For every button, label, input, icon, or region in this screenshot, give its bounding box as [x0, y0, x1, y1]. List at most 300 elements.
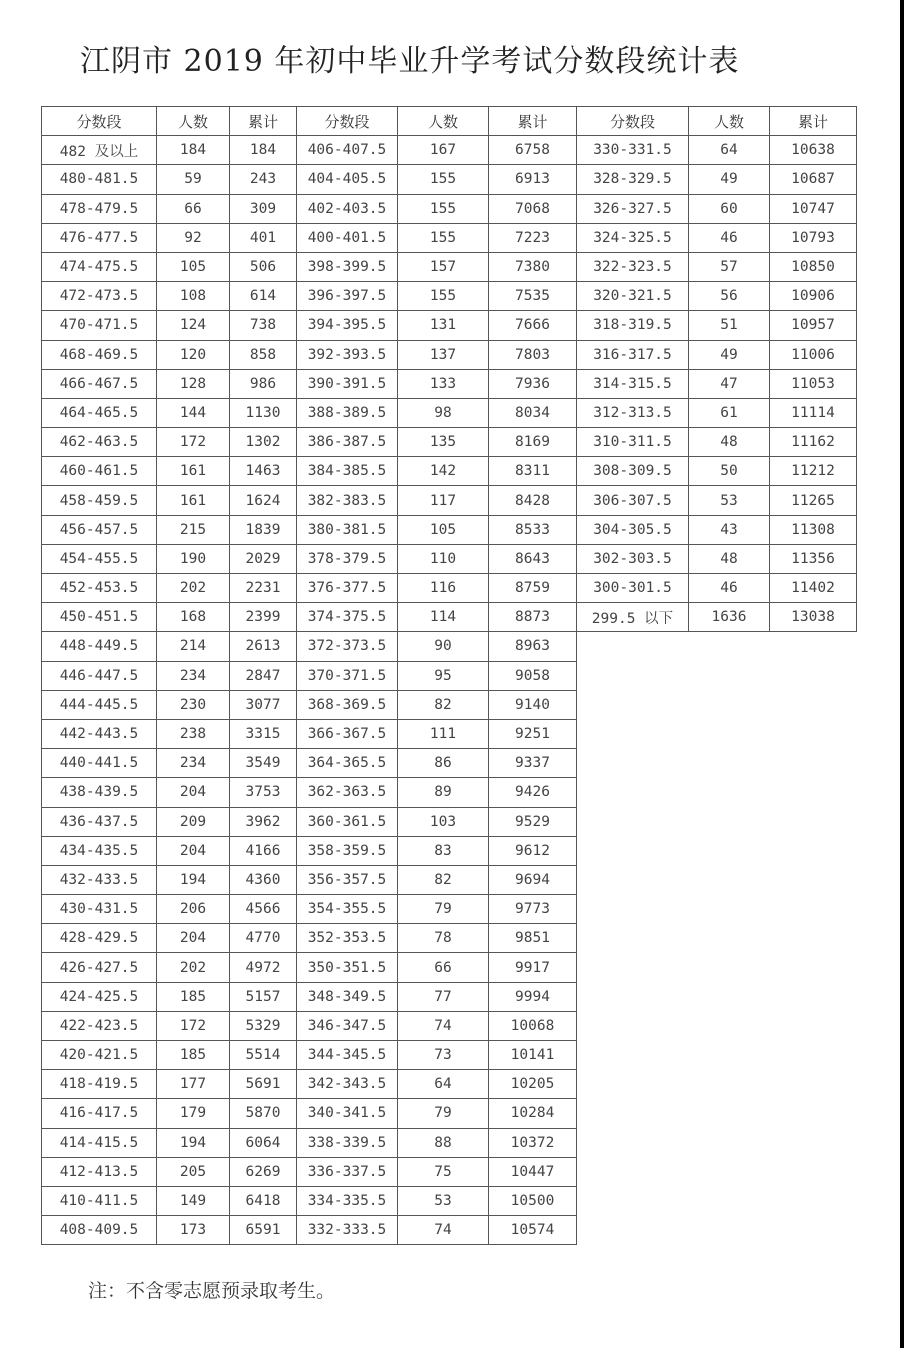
- count-cell: 108: [157, 282, 230, 311]
- count-cell: 161: [157, 457, 230, 486]
- empty-cell: [770, 719, 857, 748]
- count-cell: 86: [398, 749, 489, 778]
- cumulative-cell: 11265: [770, 486, 857, 515]
- empty-cell: [577, 632, 689, 661]
- count-cell: 202: [157, 574, 230, 603]
- table-row: [42, 282, 857, 311]
- cumulative-cell: 7666: [489, 311, 577, 340]
- empty-cell: [689, 953, 770, 982]
- cumulative-cell: 6269: [230, 1157, 297, 1186]
- count-cell: 90: [398, 632, 489, 661]
- empty-cell: [689, 836, 770, 865]
- cumulative-cell: 5691: [230, 1070, 297, 1099]
- cumulative-cell: 10500: [489, 1186, 577, 1215]
- count-cell: 177: [157, 1070, 230, 1099]
- count-cell: 66: [157, 194, 230, 223]
- score-range-cell: 412-413.5: [42, 1157, 157, 1186]
- score-range-cell: 362-363.5: [297, 778, 398, 807]
- count-cell: 204: [157, 924, 230, 953]
- score-range-cell: 464-465.5: [42, 398, 157, 427]
- cumulative-cell: 9426: [489, 778, 577, 807]
- cumulative-cell: 1839: [230, 515, 297, 544]
- score-range-cell: 342-343.5: [297, 1070, 398, 1099]
- count-cell: 206: [157, 895, 230, 924]
- score-range-cell: 358-359.5: [297, 836, 398, 865]
- cumulative-cell: 11212: [770, 457, 857, 486]
- count-cell: 172: [157, 428, 230, 457]
- cumulative-cell: 5870: [230, 1099, 297, 1128]
- cumulative-cell: 2847: [230, 661, 297, 690]
- cumulative-cell: 10284: [489, 1099, 577, 1128]
- cumulative-cell: 7223: [489, 223, 577, 252]
- cumulative-cell: 9058: [489, 661, 577, 690]
- score-range-cell: 374-375.5: [297, 603, 398, 632]
- count-cell: 234: [157, 749, 230, 778]
- count-cell: 204: [157, 778, 230, 807]
- cumulative-cell: 7068: [489, 194, 577, 223]
- empty-cell: [577, 836, 689, 865]
- empty-cell: [689, 1157, 770, 1186]
- score-range-cell: 364-365.5: [297, 749, 398, 778]
- cumulative-cell: 8169: [489, 428, 577, 457]
- table-row: [42, 836, 857, 865]
- table-row: [42, 690, 857, 719]
- empty-cell: [577, 895, 689, 924]
- score-range-cell: 438-439.5: [42, 778, 157, 807]
- score-range-cell: 326-327.5: [577, 194, 689, 223]
- count-cell: 57: [689, 252, 770, 281]
- count-cell: 48: [689, 428, 770, 457]
- score-range-cell: 300-301.5: [577, 574, 689, 603]
- count-cell: 204: [157, 836, 230, 865]
- count-cell: 110: [398, 544, 489, 573]
- score-range-cell: 440-441.5: [42, 749, 157, 778]
- score-range-cell: 466-467.5: [42, 369, 157, 398]
- table-row: [42, 486, 857, 515]
- count-cell: 172: [157, 1011, 230, 1040]
- empty-cell: [577, 778, 689, 807]
- empty-cell: [689, 982, 770, 1011]
- score-range-cell: 482 及以上: [42, 136, 157, 165]
- cumulative-cell: 738: [230, 311, 297, 340]
- cumulative-cell: 9994: [489, 982, 577, 1011]
- empty-cell: [770, 865, 857, 894]
- cumulative-cell: 614: [230, 282, 297, 311]
- cumulative-cell: 11356: [770, 544, 857, 573]
- count-cell: 95: [398, 661, 489, 690]
- cumulative-cell: 3962: [230, 807, 297, 836]
- cumulative-cell: 6064: [230, 1128, 297, 1157]
- score-range-cell: 416-417.5: [42, 1099, 157, 1128]
- table-row: [42, 603, 857, 632]
- table-row: [42, 340, 857, 369]
- table-body: [42, 136, 857, 1245]
- header-score-range: 分数段: [297, 107, 398, 136]
- cumulative-cell: 9917: [489, 953, 577, 982]
- score-range-cell: 444-445.5: [42, 690, 157, 719]
- score-range-cell: 338-339.5: [297, 1128, 398, 1157]
- score-range-cell: 392-393.5: [297, 340, 398, 369]
- count-cell: 43: [689, 515, 770, 544]
- cumulative-cell: 10687: [770, 165, 857, 194]
- score-range-cell: 470-471.5: [42, 311, 157, 340]
- score-range-cell: 354-355.5: [297, 895, 398, 924]
- count-cell: 46: [689, 574, 770, 603]
- count-cell: 103: [398, 807, 489, 836]
- score-range-cell: 424-425.5: [42, 982, 157, 1011]
- cumulative-cell: 8311: [489, 457, 577, 486]
- cumulative-cell: 4360: [230, 865, 297, 894]
- table-row: [42, 165, 857, 194]
- cumulative-cell: 6913: [489, 165, 577, 194]
- count-cell: 53: [689, 486, 770, 515]
- score-range-cell: 418-419.5: [42, 1070, 157, 1099]
- header-score-range: 分数段: [42, 107, 157, 136]
- count-cell: 47: [689, 369, 770, 398]
- table-row: [42, 895, 857, 924]
- score-range-cell: 370-371.5: [297, 661, 398, 690]
- score-range-cell: 330-331.5: [577, 136, 689, 165]
- page-title: 江阴市 2019 年初中毕业升学考试分数段统计表: [80, 44, 740, 79]
- empty-cell: [577, 1041, 689, 1070]
- score-range-cell: 368-369.5: [297, 690, 398, 719]
- score-range-cell: 396-397.5: [297, 282, 398, 311]
- empty-cell: [689, 661, 770, 690]
- count-cell: 92: [157, 223, 230, 252]
- empty-cell: [577, 719, 689, 748]
- score-range-cell: 460-461.5: [42, 457, 157, 486]
- count-cell: 157: [398, 252, 489, 281]
- score-range-cell: 434-435.5: [42, 836, 157, 865]
- cumulative-cell: 5514: [230, 1041, 297, 1070]
- cumulative-cell: 10747: [770, 194, 857, 223]
- empty-cell: [577, 953, 689, 982]
- score-range-cell: 340-341.5: [297, 1099, 398, 1128]
- empty-cell: [770, 1011, 857, 1040]
- empty-cell: [689, 1070, 770, 1099]
- score-range-cell: 480-481.5: [42, 165, 157, 194]
- empty-cell: [577, 749, 689, 778]
- cumulative-cell: 13038: [770, 603, 857, 632]
- score-range-cell: 422-423.5: [42, 1011, 157, 1040]
- count-cell: 51: [689, 311, 770, 340]
- score-range-cell: 442-443.5: [42, 719, 157, 748]
- table-row: [42, 1011, 857, 1040]
- count-cell: 120: [157, 340, 230, 369]
- score-range-cell: 448-449.5: [42, 632, 157, 661]
- score-range-cell: 380-381.5: [297, 515, 398, 544]
- score-range-cell: 314-315.5: [577, 369, 689, 398]
- header-count: 人数: [398, 107, 489, 136]
- empty-cell: [689, 807, 770, 836]
- table-row: [42, 632, 857, 661]
- header-cumulative: 累计: [230, 107, 297, 136]
- table-row: [42, 953, 857, 982]
- count-cell: 238: [157, 719, 230, 748]
- table-row: [42, 661, 857, 690]
- count-cell: 56: [689, 282, 770, 311]
- cumulative-cell: 9529: [489, 807, 577, 836]
- score-range-cell: 324-325.5: [577, 223, 689, 252]
- count-cell: 82: [398, 690, 489, 719]
- page-edge-border: [900, 0, 904, 1348]
- cumulative-cell: 10850: [770, 252, 857, 281]
- table-header-row: [42, 107, 857, 136]
- score-range-cell: 468-469.5: [42, 340, 157, 369]
- count-cell: 82: [398, 865, 489, 894]
- score-range-cell: 472-473.5: [42, 282, 157, 311]
- cumulative-cell: 2613: [230, 632, 297, 661]
- count-cell: 190: [157, 544, 230, 573]
- cumulative-cell: 9251: [489, 719, 577, 748]
- cumulative-cell: 9851: [489, 924, 577, 953]
- cumulative-cell: 2029: [230, 544, 297, 573]
- table-row: [42, 865, 857, 894]
- cumulative-cell: 9694: [489, 865, 577, 894]
- cumulative-cell: 5329: [230, 1011, 297, 1040]
- score-range-cell: 404-405.5: [297, 165, 398, 194]
- count-cell: 73: [398, 1041, 489, 1070]
- empty-cell: [577, 661, 689, 690]
- count-cell: 53: [398, 1186, 489, 1215]
- table-row: [42, 223, 857, 252]
- score-range-cell: 400-401.5: [297, 223, 398, 252]
- empty-cell: [770, 1041, 857, 1070]
- score-range-cell: 316-317.5: [577, 340, 689, 369]
- score-range-cell: 346-347.5: [297, 1011, 398, 1040]
- score-range-cell: 452-453.5: [42, 574, 157, 603]
- header-score-range: 分数段: [577, 107, 689, 136]
- score-range-cell: 454-455.5: [42, 544, 157, 573]
- count-cell: 194: [157, 1128, 230, 1157]
- table-row: [42, 1186, 857, 1215]
- cumulative-cell: 7936: [489, 369, 577, 398]
- count-cell: 155: [398, 223, 489, 252]
- cumulative-cell: 10906: [770, 282, 857, 311]
- count-cell: 49: [689, 165, 770, 194]
- empty-cell: [577, 807, 689, 836]
- score-range-cell: 436-437.5: [42, 807, 157, 836]
- cumulative-cell: 986: [230, 369, 297, 398]
- count-cell: 88: [398, 1128, 489, 1157]
- cumulative-cell: 9337: [489, 749, 577, 778]
- empty-cell: [770, 1128, 857, 1157]
- score-range-cell: 308-309.5: [577, 457, 689, 486]
- count-cell: 214: [157, 632, 230, 661]
- table-row: [42, 544, 857, 573]
- count-cell: 167: [398, 136, 489, 165]
- count-cell: 46: [689, 223, 770, 252]
- empty-cell: [689, 1099, 770, 1128]
- score-range-cell: 348-349.5: [297, 982, 398, 1011]
- count-cell: 49: [689, 340, 770, 369]
- empty-cell: [577, 924, 689, 953]
- score-range-cell: 426-427.5: [42, 953, 157, 982]
- empty-cell: [770, 1186, 857, 1215]
- count-cell: 105: [157, 252, 230, 281]
- empty-cell: [577, 1186, 689, 1215]
- header-cumulative: 累计: [489, 107, 577, 136]
- count-cell: 209: [157, 807, 230, 836]
- cumulative-cell: 506: [230, 252, 297, 281]
- count-cell: 215: [157, 515, 230, 544]
- count-cell: 83: [398, 836, 489, 865]
- empty-cell: [770, 836, 857, 865]
- count-cell: 131: [398, 311, 489, 340]
- score-range-cell: 328-329.5: [577, 165, 689, 194]
- cumulative-cell: 2231: [230, 574, 297, 603]
- count-cell: 74: [398, 1216, 489, 1245]
- count-cell: 77: [398, 982, 489, 1011]
- cumulative-cell: 4770: [230, 924, 297, 953]
- cumulative-cell: 8533: [489, 515, 577, 544]
- table-row: [42, 574, 857, 603]
- score-range-cell: 378-379.5: [297, 544, 398, 573]
- count-cell: 75: [398, 1157, 489, 1186]
- empty-cell: [689, 690, 770, 719]
- count-cell: 98: [398, 398, 489, 427]
- score-range-cell: 360-361.5: [297, 807, 398, 836]
- score-range-cell: 302-303.5: [577, 544, 689, 573]
- count-cell: 111: [398, 719, 489, 748]
- table-row: [42, 136, 857, 165]
- cumulative-cell: 11162: [770, 428, 857, 457]
- count-cell: 124: [157, 311, 230, 340]
- score-range-cell: 432-433.5: [42, 865, 157, 894]
- count-cell: 105: [398, 515, 489, 544]
- cumulative-cell: 10957: [770, 311, 857, 340]
- score-range-cell: 458-459.5: [42, 486, 157, 515]
- table-row: [42, 398, 857, 427]
- cumulative-cell: 7803: [489, 340, 577, 369]
- score-range-cell: 420-421.5: [42, 1041, 157, 1070]
- cumulative-cell: 8034: [489, 398, 577, 427]
- empty-cell: [577, 1011, 689, 1040]
- score-range-cell: 336-337.5: [297, 1157, 398, 1186]
- cumulative-cell: 11114: [770, 398, 857, 427]
- empty-cell: [689, 1041, 770, 1070]
- score-range-cell: 366-367.5: [297, 719, 398, 748]
- score-range-cell: 334-335.5: [297, 1186, 398, 1215]
- score-range-cell: 478-479.5: [42, 194, 157, 223]
- score-range-cell: 352-353.5: [297, 924, 398, 953]
- score-range-cell: 312-313.5: [577, 398, 689, 427]
- count-cell: 230: [157, 690, 230, 719]
- count-cell: 155: [398, 165, 489, 194]
- count-cell: 116: [398, 574, 489, 603]
- count-cell: 155: [398, 282, 489, 311]
- count-cell: 79: [398, 1099, 489, 1128]
- table-row: [42, 1216, 857, 1245]
- table-row: [42, 1041, 857, 1070]
- header-count: 人数: [689, 107, 770, 136]
- count-cell: 78: [398, 924, 489, 953]
- score-range-cell: 322-323.5: [577, 252, 689, 281]
- empty-cell: [770, 749, 857, 778]
- count-cell: 133: [398, 369, 489, 398]
- score-range-cell: 476-477.5: [42, 223, 157, 252]
- cumulative-cell: 7380: [489, 252, 577, 281]
- empty-cell: [770, 778, 857, 807]
- empty-cell: [689, 1011, 770, 1040]
- count-cell: 66: [398, 953, 489, 982]
- cumulative-cell: 243: [230, 165, 297, 194]
- cumulative-cell: 2399: [230, 603, 297, 632]
- table-row: [42, 369, 857, 398]
- empty-cell: [770, 1070, 857, 1099]
- cumulative-cell: 5157: [230, 982, 297, 1011]
- count-cell: 144: [157, 398, 230, 427]
- score-range-cell: 304-305.5: [577, 515, 689, 544]
- empty-cell: [770, 661, 857, 690]
- table-row: [42, 719, 857, 748]
- empty-cell: [577, 982, 689, 1011]
- cumulative-cell: 6591: [230, 1216, 297, 1245]
- table-row: [42, 311, 857, 340]
- score-range-cell: 406-407.5: [297, 136, 398, 165]
- count-cell: 179: [157, 1099, 230, 1128]
- count-cell: 161: [157, 486, 230, 515]
- cumulative-cell: 4566: [230, 895, 297, 924]
- cumulative-cell: 8963: [489, 632, 577, 661]
- score-range-cell: 398-399.5: [297, 252, 398, 281]
- count-cell: 185: [157, 1041, 230, 1070]
- empty-cell: [770, 895, 857, 924]
- cumulative-cell: 1130: [230, 398, 297, 427]
- cumulative-cell: 11308: [770, 515, 857, 544]
- empty-cell: [770, 807, 857, 836]
- table-row: [42, 982, 857, 1011]
- cumulative-cell: 10141: [489, 1041, 577, 1070]
- cumulative-cell: 858: [230, 340, 297, 369]
- empty-cell: [577, 1070, 689, 1099]
- cumulative-cell: 4166: [230, 836, 297, 865]
- header-count: 人数: [157, 107, 230, 136]
- score-distribution-table: [41, 106, 857, 1245]
- cumulative-cell: 7535: [489, 282, 577, 311]
- cumulative-cell: 10638: [770, 136, 857, 165]
- count-cell: 48: [689, 544, 770, 573]
- count-cell: 173: [157, 1216, 230, 1245]
- score-range-cell: 474-475.5: [42, 252, 157, 281]
- cumulative-cell: 8759: [489, 574, 577, 603]
- score-range-cell: 350-351.5: [297, 953, 398, 982]
- cumulative-cell: 1463: [230, 457, 297, 486]
- empty-cell: [577, 690, 689, 719]
- table-row: [42, 1099, 857, 1128]
- table-row: [42, 778, 857, 807]
- cumulative-cell: 10793: [770, 223, 857, 252]
- count-cell: 185: [157, 982, 230, 1011]
- empty-cell: [770, 953, 857, 982]
- header-cumulative: 累计: [770, 107, 857, 136]
- cumulative-cell: 10205: [489, 1070, 577, 1099]
- count-cell: 202: [157, 953, 230, 982]
- empty-cell: [770, 1157, 857, 1186]
- empty-cell: [770, 982, 857, 1011]
- table-row: [42, 807, 857, 836]
- count-cell: 114: [398, 603, 489, 632]
- cumulative-cell: 11402: [770, 574, 857, 603]
- count-cell: 194: [157, 865, 230, 894]
- count-cell: 155: [398, 194, 489, 223]
- table-row: [42, 252, 857, 281]
- cumulative-cell: 8873: [489, 603, 577, 632]
- score-range-cell: 408-409.5: [42, 1216, 157, 1245]
- table-row: [42, 749, 857, 778]
- score-range-cell: 428-429.5: [42, 924, 157, 953]
- cumulative-cell: 4972: [230, 953, 297, 982]
